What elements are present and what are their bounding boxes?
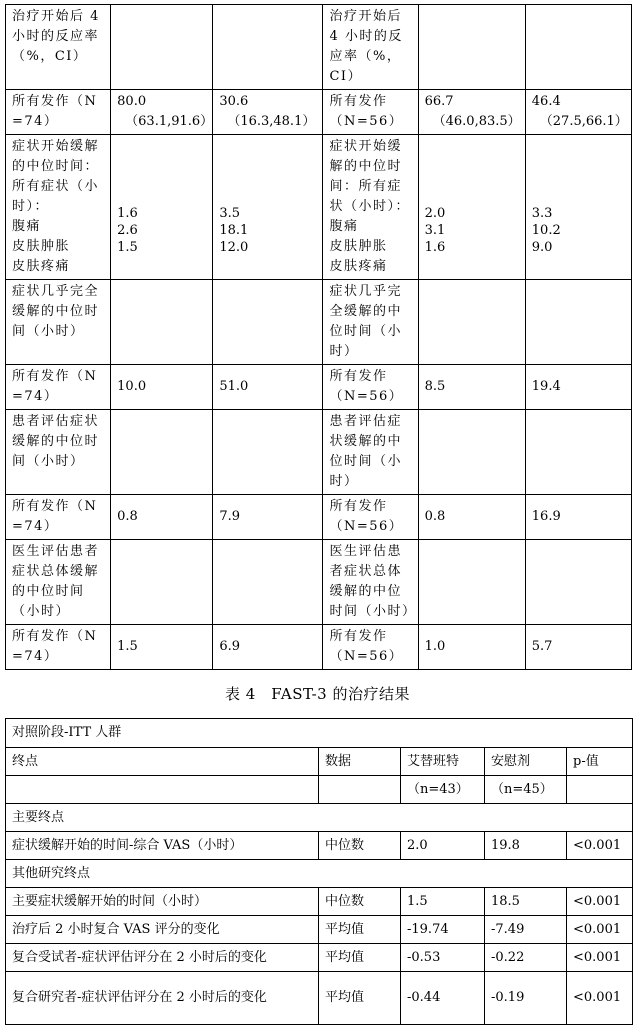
table-cell: -19.74 [401, 916, 485, 944]
table-row [6, 365, 632, 410]
column-header: 数据 [319, 748, 401, 776]
table-cell: -0.19 [485, 972, 567, 1025]
table-cell: 中位数 [319, 888, 401, 916]
table-row [6, 540, 632, 625]
results-table-continued [5, 4, 632, 670]
table-cell: 平均值 [319, 944, 401, 972]
section-row [6, 804, 633, 832]
endpoint-cell: 复合受试者-症状评估评分在 2 小时后的变化 [6, 944, 319, 972]
table-cell: 46.4 （27.5,66.1） [525, 90, 631, 135]
table-cell: 平均值 [319, 916, 401, 944]
table-cell: 1.6 2.6 1.5 [111, 135, 213, 280]
table-cell: 6.9 [213, 625, 323, 670]
endpoint-cell: 复合研究者-症状评估评分在 2 小时后的变化 [6, 972, 319, 1025]
column-header: 安慰剂 [485, 748, 567, 776]
row-label: 所有发作（N=56） [323, 625, 418, 670]
table-caption: 表 4 FAST-3 的治疗结果 [225, 685, 410, 703]
section-title: 其他研究终点 [6, 860, 633, 888]
table-cell: <0.001 [567, 832, 633, 860]
table-cell: 18.5 [485, 888, 567, 916]
row-label: 症状开始缓解的中位时间：所有症状（小时）： 腹痛 皮肤肿胀 皮肤疼痛 [323, 135, 418, 280]
table-subheader-row [6, 776, 633, 804]
fast3-results-table [5, 718, 633, 1025]
table-row [6, 625, 632, 670]
row-label: 治疗开始后 4 小时的反应率（%，CI） [6, 5, 111, 90]
section-title: 主要终点 [6, 804, 633, 832]
table-cell: 1.5 [111, 625, 213, 670]
endpoint-cell: 主要症状缓解开始的时间（小时） [6, 888, 319, 916]
table-row [6, 916, 633, 944]
table-header-row [6, 748, 633, 776]
table-cell: 2.0 [401, 832, 485, 860]
row-label: 所有发作（N=74） [6, 495, 111, 540]
row-label: 患者评估症状缓解的中位时间（小时） [6, 410, 111, 495]
table-cell: 19.8 [485, 832, 567, 860]
table-cell: 1.5 [401, 888, 485, 916]
table-cell: 51.0 [213, 365, 323, 410]
table-row [6, 888, 633, 916]
table-cell: <0.001 [567, 944, 633, 972]
row-label: 医生评估患者症状总体缓解的中位时间（小时） [6, 540, 111, 625]
table-cell: 1.0 [418, 625, 525, 670]
table-cell: 10.0 [111, 365, 213, 410]
table-row [6, 972, 633, 1025]
row-label: 所有发作（N=56） [323, 90, 418, 135]
table-row [6, 410, 632, 495]
table-row [6, 5, 632, 90]
table-cell: -0.22 [485, 944, 567, 972]
table-cell: 5.7 [525, 625, 631, 670]
table-cell: 平均值 [319, 972, 401, 1025]
table-cell: 3.5 18.1 12.0 [213, 135, 323, 280]
column-header: 艾替班特 [401, 748, 485, 776]
row-label: 治疗开始后 4 小时的反应率（%，CI） [323, 5, 418, 90]
table-cell: 80.0 （63.1,91.6） [111, 90, 213, 135]
table-cell: 66.7 （46.0,83.5） [418, 90, 525, 135]
row-label: 患者评估症状缓解的中位时间（小时） [323, 410, 418, 495]
group-title: 对照阶段-ITT 人群 [6, 719, 633, 748]
table-cell: 0.8 [418, 495, 525, 540]
row-label: 症状开始缓解的中位时间：所有症状（小时）： 腹痛 皮肤肿胀 皮肤疼痛 [6, 135, 111, 280]
row-label: 症状几乎完全缓解的中位时间（小时） [6, 280, 111, 365]
table-cell: <0.001 [567, 916, 633, 944]
table-cell: -0.53 [401, 944, 485, 972]
table-cell: 8.5 [418, 365, 525, 410]
table-cell: -7.49 [485, 916, 567, 944]
table-cell: 30.6 （16.3,48.1） [213, 90, 323, 135]
table-row [6, 135, 632, 280]
table-cell: 中位数 [319, 832, 401, 860]
endpoint-cell: 治疗后 2 小时复合 VAS 评分的变化 [6, 916, 319, 944]
table-row [6, 90, 632, 135]
column-subheader: （n=43） [401, 776, 485, 804]
table-row [6, 832, 633, 860]
row-label: 症状几乎完全缓解的中位时间（小时） [323, 280, 418, 365]
table-cell: 2.0 3.1 1.6 [418, 135, 525, 280]
row-label: 所有发作（N=56） [323, 365, 418, 410]
endpoint-cell: 症状缓解开始的时间-综合 VAS（小时） [6, 832, 319, 860]
section-row [6, 860, 633, 888]
row-label: 所有发作（N=74） [6, 90, 111, 135]
table-cell: -0.44 [401, 972, 485, 1025]
table-cell: 0.8 [111, 495, 213, 540]
row-label: 所有发作（N=56） [323, 495, 418, 540]
row-label: 所有发作（N=74） [6, 365, 111, 410]
table-cell: 3.3 10.2 9.0 [525, 135, 631, 280]
column-subheader: （n=45） [485, 776, 567, 804]
column-header: p-值 [567, 748, 633, 776]
table-row [6, 280, 632, 365]
table-cell: <0.001 [567, 972, 633, 1025]
row-label: 所有发作（N=74） [6, 625, 111, 670]
table-group-title-row [6, 719, 633, 748]
table-cell: <0.001 [567, 888, 633, 916]
table-cell: 19.4 [525, 365, 631, 410]
table-row [6, 944, 633, 972]
table-row [6, 495, 632, 540]
column-header: 终点 [6, 748, 319, 776]
row-label: 医生评估患者症状总体缓解的中位时间（小时） [323, 540, 418, 625]
table-cell: 7.9 [213, 495, 323, 540]
table-cell: 16.9 [525, 495, 631, 540]
